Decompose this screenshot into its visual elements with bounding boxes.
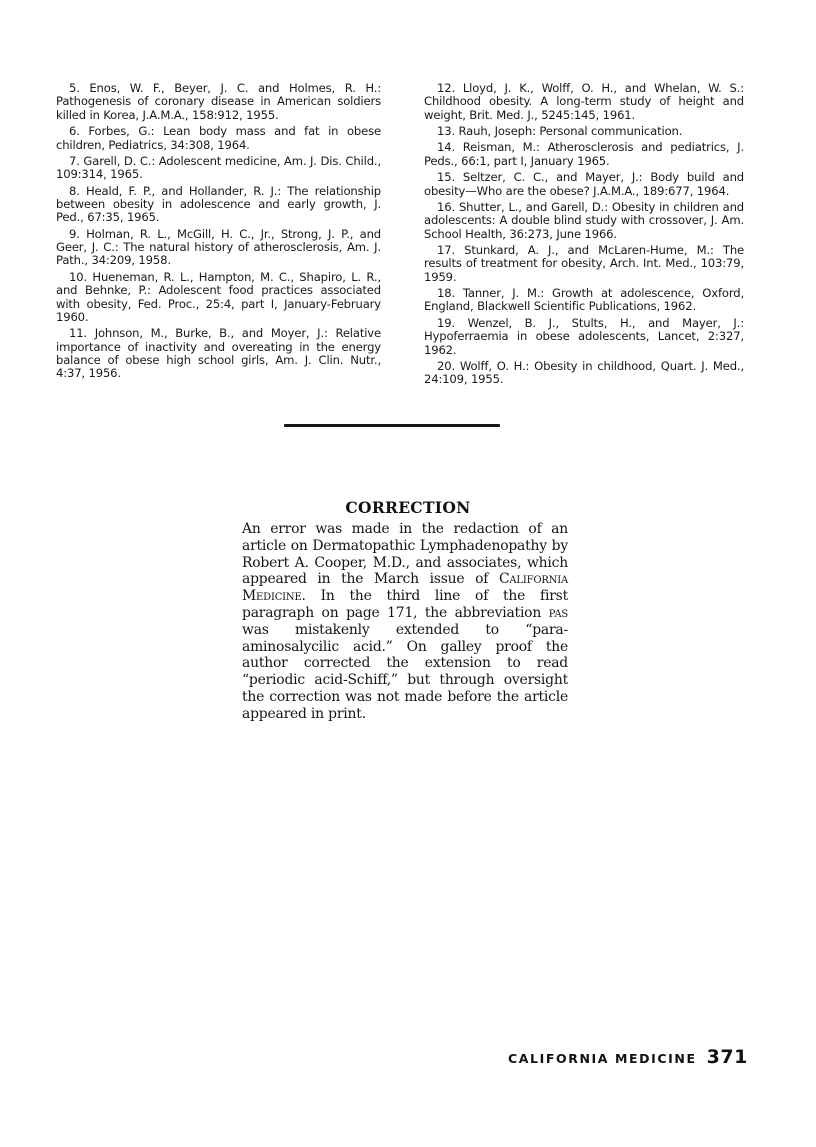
reference-item: 14. Reisman, M.: Atherosclerosis and pediatrics, J. Peds., 66:1, part I, January 1965.: [424, 140, 744, 168]
reference-item: 7. Garell, D. C.: Adolescent medicine, Am. J. Dis. Child., 109:314, 1965.: [56, 153, 381, 182]
reference-item: 15. Seltzer, C. C., and Mayer, J.: Body build and obesity—Who are the obese? J.A.M.A., 189:677, 1964.: [424, 170, 744, 198]
page-footer: [508, 1046, 748, 1068]
reference-item: 20. Wolff, O. H.: Obesity in childhood, Quart. J. Med., 24:109, 1955.: [424, 358, 744, 387]
references-right-column: [424, 82, 744, 390]
abbreviation: pas: [548, 604, 568, 621]
correction-title: CORRECTION: [345, 498, 471, 517]
section-divider: [284, 424, 500, 427]
reference-item: 18. Tanner, J. M.: Growth at adolescence, Oxford, England, Blackwell Scientific Publications, 1962.: [424, 286, 744, 314]
references-left-column: [56, 82, 381, 384]
reference-item: 5. Enos, W. F., Beyer, J. C. and Holmes, R. H.: Pathogenesis of coronary disease in American soldiers killed in Korea, J.A.M.A., 158:912, 1955.: [56, 81, 381, 122]
reference-item: 13. Rauh, Joseph: Personal communication.: [437, 124, 683, 139]
correction-text-part3: was mistakenly extended to “para-aminosalycilic acid.” On galley proof the author corrected the extension to read “periodic acid-Schiff,” but through oversight the correction was not made before the article appeared in print.: [242, 621, 568, 722]
footer-journal-name: CALIFORNIA MEDICINE: [508, 1051, 697, 1066]
reference-item: 6. Forbes, G.: Lean body mass and fat in obese children, Pediatrics, 34:308, 1964.: [56, 124, 381, 152]
reference-item: 9. Holman, R. L., McGill, H. C., Jr., Strong, J. P., and Geer, J. C.: The natural history of atherosclerosis, Am. J. Path., 34:209, 1958.: [56, 226, 381, 268]
reference-item: 12. Lloyd, J. K., Wolff, O. H., and Whelan, W. S.: Childhood obesity. A long-term study of height and weight, Brit. Med. J., 5245:145, 1961.: [424, 81, 744, 122]
reference-item: 16. Shutter, L., and Garell, D.: Obesity in children and adolescents: A double blind study with crossover, J. Am. School Health, 36:273, June 1966.: [424, 199, 744, 241]
correction-text-part1: An error was made in the redaction of an article on Dermatopathic Lymphadenopathy by Robert A. Cooper, M.D., and associates, which appeared in the March issue of: [242, 521, 568, 588]
reference-item: 8. Heald, F. P., and Hollander, R. J.: The relationship between obesity in adolescence and early growth, J. Ped., 67:35, 1965.: [56, 183, 381, 225]
correction-body: [242, 521, 568, 723]
reference-item: 17. Stunkard, A. J., and McLaren-Hume, M.: The results of treatment for obesity, Arch. Int. Med., 103:79, 1959.: [424, 242, 744, 284]
reference-item: 11. Johnson, M., Burke, B., and Moyer, J.: Relative importance of inactivity and overeating in the energy balance of obese high school girls, Am. J. Clin. Nutr., 4:37, 1956.: [56, 326, 381, 381]
page-number: 371: [706, 1046, 748, 1068]
journal-name: California Medicine: [242, 571, 568, 605]
correction-text-part2: . In the third line of the first paragraph on page 171, the abbreviation: [242, 588, 568, 621]
reference-item: 19. Wenzel, B. J., Stults, H., and Mayer, J.: Hypoferraemia in obese adolescents, Lancet, 2:327, 1962.: [424, 315, 744, 357]
reference-item: 10. Hueneman, R. L., Hampton, M. C., Shapiro, L. R., and Behnke, P.: Adolescent food practices associated with obesity, Fed. Proc., 25:4, part I, January-February 1960.: [56, 269, 381, 324]
